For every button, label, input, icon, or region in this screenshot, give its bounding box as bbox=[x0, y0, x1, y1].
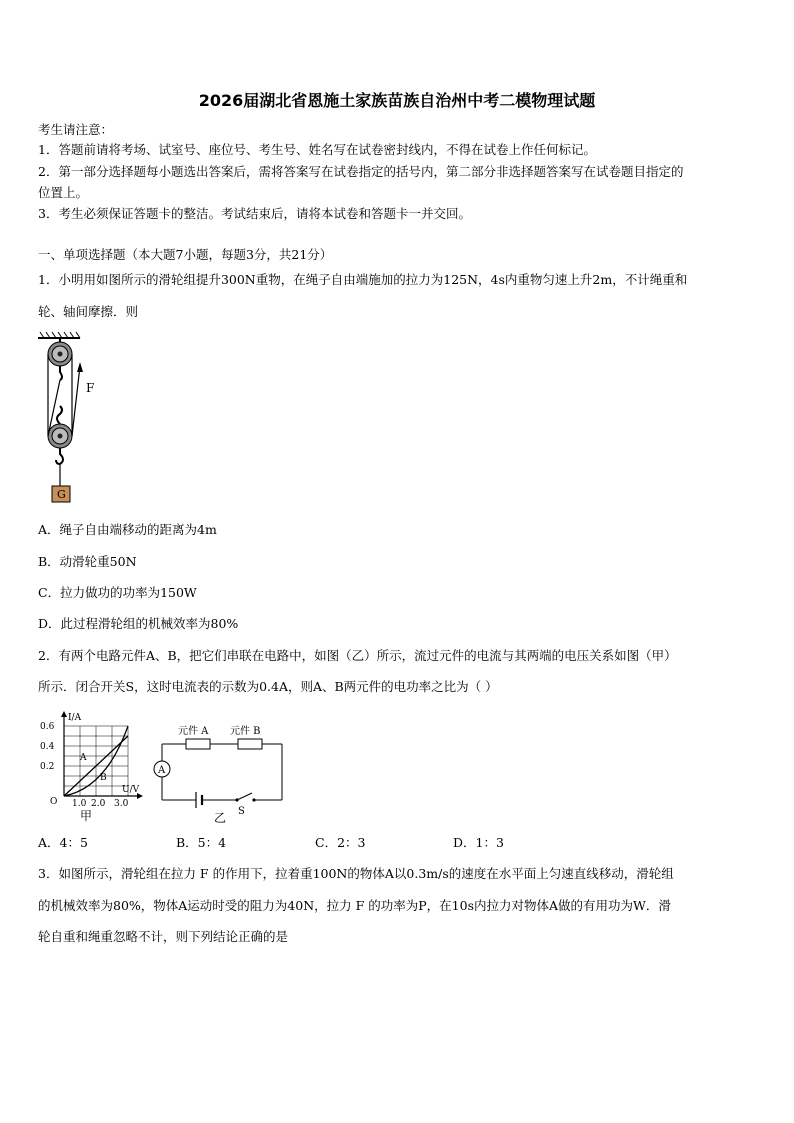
q3-stem-line-1: 3．如图所示，滑轮组在拉力 F 的作用下，拉着重100N的物体A以0.3m/s的速度在水平面上匀速直线移动，滑轮组 bbox=[38, 866, 674, 881]
notice-line-3: 位置上。 bbox=[38, 185, 89, 200]
section-heading: 一、单项选择题（本大题7小题，每题3分，共21分） bbox=[38, 247, 333, 262]
element-a-label: 元件 A bbox=[178, 726, 209, 737]
q3-stem-line-3: 轮自重和绳重忽略不计，则下列结论正确的是 bbox=[38, 929, 289, 944]
switch-label: S bbox=[238, 806, 245, 817]
q2-stem-line-2: 所示．闭合开关S，这时电流表的示数为0.4A，则A、B两元件的电功率之比为（ ） bbox=[38, 679, 498, 694]
graph-ytick-1: 0.4 bbox=[40, 742, 55, 752]
graph-origin: O bbox=[50, 797, 58, 807]
q2-option-c[interactable]: C．2：3 bbox=[315, 835, 366, 850]
force-label: F bbox=[86, 381, 95, 395]
graph-ylabel: I/A bbox=[68, 713, 82, 723]
q1-stem-line-2: 轮、轴间摩擦．则 bbox=[38, 304, 139, 319]
q1-option-c[interactable]: C．拉力做功的功率为150W bbox=[38, 585, 197, 600]
graph-xlabel: U/V bbox=[122, 785, 140, 795]
q1-option-b[interactable]: B．动滑轮重50N bbox=[38, 554, 137, 569]
q3-stem-line-2: 的机械效率为80%，物体A运动时受的阻力为40N，拉力 F 的功率为P，在10s内拉力对物体A做的有用功为W．滑 bbox=[38, 898, 671, 913]
graph-xtick-1: 2.0 bbox=[91, 799, 106, 809]
q2-option-b[interactable]: B．5：4 bbox=[176, 835, 227, 850]
q2-stem-line-1: 2．有两个电路元件A、B，把它们串联在电路中，如图（乙）所示，流过元件的电流与其两端的电压关系如图（甲） bbox=[38, 648, 677, 663]
curve-a-label: A bbox=[80, 753, 87, 763]
graph-caption: 甲 bbox=[80, 809, 93, 823]
ammeter-label: A bbox=[158, 765, 166, 776]
graph-xtick-2: 3.0 bbox=[114, 799, 129, 809]
element-b-label: 元件 B bbox=[230, 726, 261, 737]
notice-line-4: 3．考生必须保证答题卡的整洁。考试结束后，请将本试卷和答题卡一并交回。 bbox=[38, 206, 471, 221]
q2-option-d[interactable]: D．1：3 bbox=[453, 835, 504, 850]
pulley-system-figure bbox=[34, 330, 114, 510]
iv-graph-figure bbox=[36, 708, 146, 826]
page-title: 2026届湖北省恩施土家族苗族自治州中考二模物理试题 bbox=[198, 91, 596, 110]
graph-ytick-2: 0.2 bbox=[40, 762, 55, 772]
q1-stem-line-1: 1．小明用如图所示的滑轮组提升300N重物，在绳子自由端施加的拉力为125N，4s内重物匀速上升2m，不计绳重和 bbox=[38, 272, 688, 287]
notice-line-1: 1．答题前请将考场、试室号、座位号、考生号、姓名写在试卷密封线内，不得在试卷上作任何标记。 bbox=[38, 142, 596, 157]
q2-option-a[interactable]: A．4：5 bbox=[38, 835, 88, 850]
q1-option-d[interactable]: D．此过程滑轮组的机械效率为80% bbox=[38, 616, 239, 631]
notice-line-2: 2．第一部分选择题每小题选出答案后，需将答案写在试卷指定的括号内，第二部分非选择题答案写在试卷题目指定的 bbox=[38, 164, 684, 179]
weight-label: G bbox=[57, 488, 66, 501]
q1-option-a[interactable]: A．绳子自由端移动的距离为4m bbox=[38, 522, 217, 537]
graph-xtick-0: 1.0 bbox=[72, 799, 87, 809]
circuit-figure bbox=[148, 716, 290, 824]
notice-heading: 考生请注意： bbox=[38, 122, 114, 137]
curve-b-label: B bbox=[100, 773, 107, 783]
circuit-caption: 乙 bbox=[214, 811, 227, 824]
graph-ytick-0: 0.6 bbox=[40, 722, 55, 732]
